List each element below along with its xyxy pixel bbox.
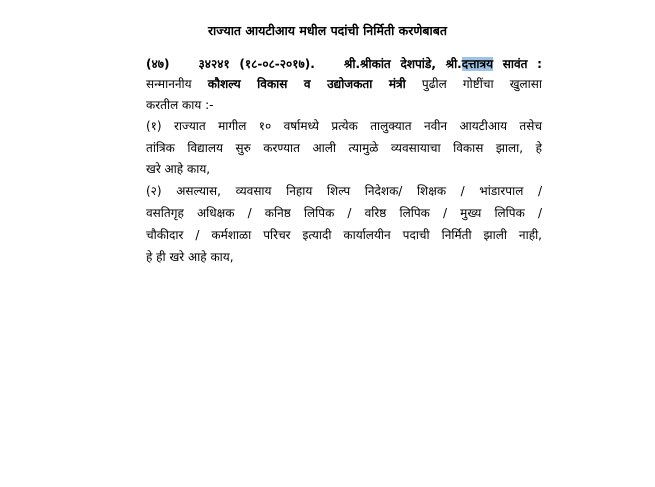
question-number: (४७)	[146, 57, 170, 71]
point2-line: चौकीदार / कर्मशाळा परिचर इत्यादी कार्यालयीन पदाची निर्मिती झाली नाही,	[146, 228, 542, 242]
point2-line: हे ही खरे आहे काय,	[146, 250, 234, 264]
document-title: राज्यात आयटीआय मधील पदांची निर्मिती करणेबाबत	[207, 23, 448, 38]
question-intro-end: करतील काय :-	[146, 98, 214, 112]
point2-line: (२) असल्यास, व्यवसाय निहाय शिल्प निदेशक/ शिक्षक / भांडारपाल /	[146, 184, 542, 198]
point1-line: (१) राज्यात मागील १० वर्षामध्ये प्रत्येक तालुक्यात नवीन आयटीआय तसेच	[146, 119, 542, 133]
point2-line: वसतिगृह अधिक्षक / कनिष्ठ लिपिक / वरिष्ठ लिपिक / मुख्य लिपिक /	[146, 206, 542, 220]
askers-suffix: सावंत :	[493, 57, 542, 71]
question-header	[146, 56, 542, 72]
selected-text-highlight[interactable]: दत्तात्रय	[461, 57, 494, 71]
minister-name: कौशल्य विकास व उद्योजकता मंत्री	[207, 77, 406, 91]
question-intro-line	[146, 76, 542, 92]
intro-prefix: सन्माननीय	[146, 77, 208, 91]
question-code: ३४२४१ (१८-०८-२०१७).	[198, 57, 315, 71]
intro-suffix: पुढील गोष्टींचा खुलासा	[405, 77, 543, 91]
point1-line: तांत्रिक विद्यालय सुरु करण्यात आली त्यामुळे व्यवसायाचा विकास झाला, हे	[146, 141, 542, 155]
point1-line: खरे आहे काय,	[146, 162, 211, 176]
askers-prefix: श्री.श्रीकांत देशपांडे, श्री.	[343, 57, 462, 71]
